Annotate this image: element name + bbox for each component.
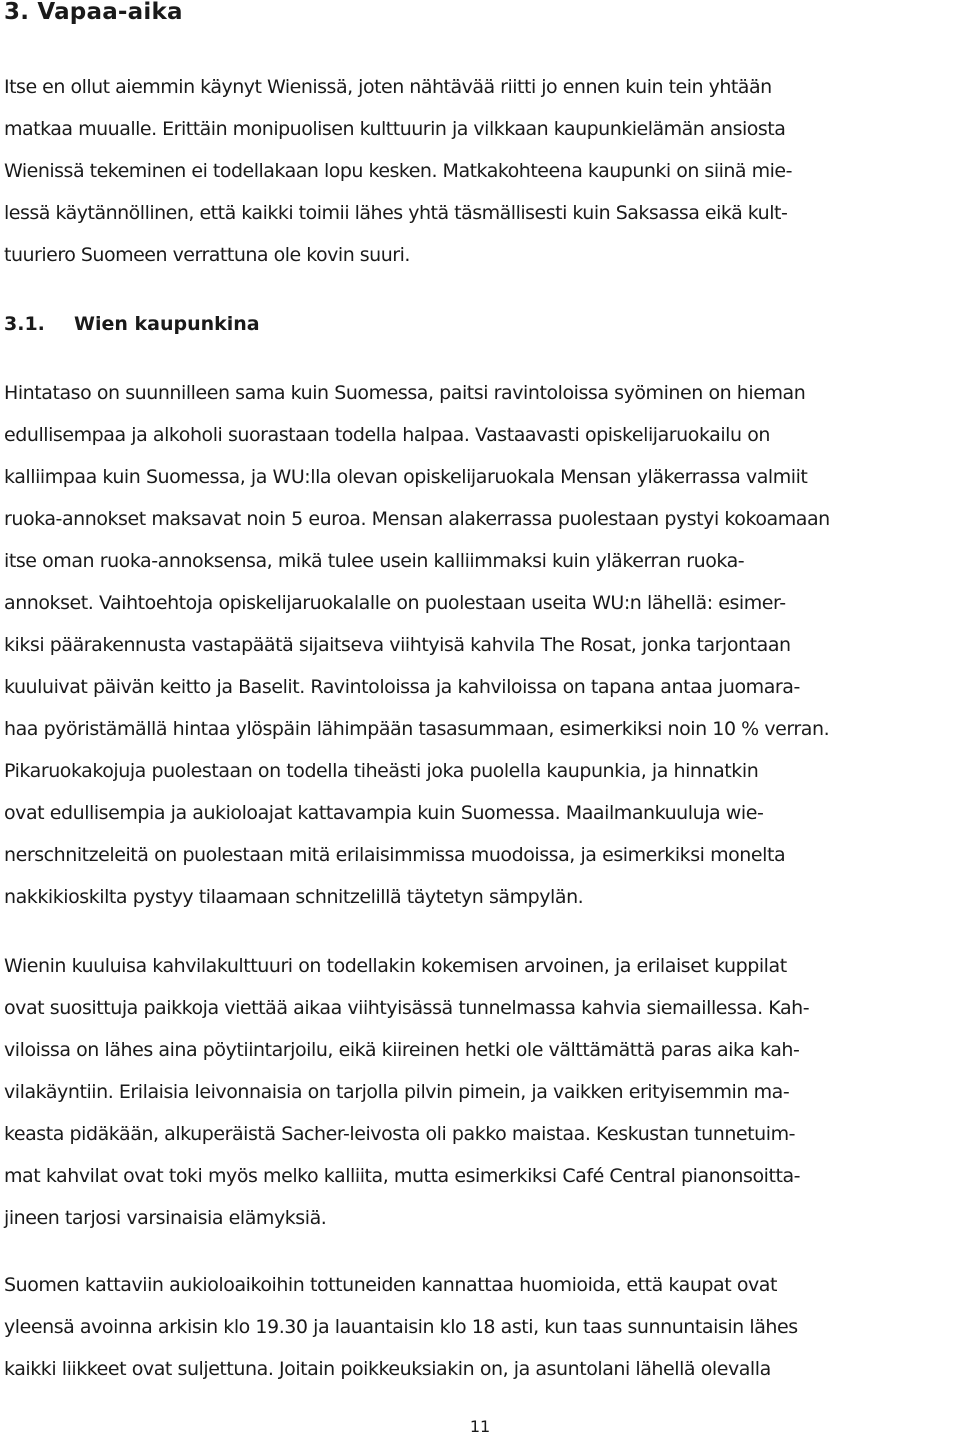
text-line: tuuriero Suomeen verrattuna ole kovin suuri. [4, 244, 410, 266]
text-line: ovat suosittuja paikkoja viettää aikaa viihtyisässä tunnelmassa kahvia siemaillessa. Kah- [4, 997, 810, 1019]
text-line: kuuluivat päivän keitto ja Baselit. Ravintoloissa ja kahviloissa on tapana antaa juomara- [4, 676, 800, 698]
text-line: Pikaruokakojuja puolestaan on todella tiheästi joka puolella kaupunkia, ja hinnatkin [4, 760, 759, 782]
paragraph-intro [4, 66, 792, 276]
text-line: kiksi päärakennusta vastapäätä sijaitseva viihtyisä kahvila The Rosat, jonka tarjontaan [4, 634, 791, 656]
text-line: Suomen kattaviin aukioloaikoihin tottuneiden kannattaa huomioida, että kaupat ovat [4, 1274, 777, 1296]
text-line: Wienin kuuluisa kahvilakulttuuri on todellakin kokemisen arvoinen, ja erilaiset kuppilat [4, 955, 787, 977]
text-line: yleensä avoinna arkisin klo 19.30 ja lauantaisin klo 18 asti, kun taas sunnuntaisin lähes [4, 1316, 798, 1338]
text-line: kaikki liikkeet ovat suljettuna. Joitain poikkeuksiakin on, ja asuntolani lähellä olevalla [4, 1358, 771, 1380]
paragraph-cafe-culture [4, 945, 809, 1239]
text-line: vilakäyntiin. Erilaisia leivonnaisia on tarjolla pilvin pimein, ja vaikken erityisemmin ma- [4, 1081, 790, 1103]
text-line: matkaa muualle. Erittäin monipuolisen kulttuurin ja vilkkaan kaupunkielämän ansiosta [4, 118, 786, 140]
subsection-title: Wien kaupunkina [74, 313, 260, 335]
paragraph-price-level [4, 372, 830, 918]
text-line: lessä käytännöllinen, että kaikki toimii lähes yhtä täsmällisesti kuin Saksassa eikä kult- [4, 202, 788, 224]
page-number: 11 [469, 1417, 491, 1436]
text-line: ovat edullisempia ja aukioloajat kattavampia kuin Suomessa. Maailmankuuluja wie- [4, 802, 764, 824]
section-heading: 3. Vapaa-aika [4, 0, 183, 25]
subsection-heading [4, 309, 260, 339]
text-line: viloissa on lähes aina pöytiintarjoilu, eikä kiireinen hetki ole välttämättä paras aika kah- [4, 1039, 800, 1061]
text-line: Hintataso on suunnilleen sama kuin Suomessa, paitsi ravintoloissa syöminen on hieman [4, 382, 806, 404]
text-line: jineen tarjosi varsinaisia elämyksiä. [4, 1207, 327, 1229]
text-line: haa pyöristämällä hintaa ylöspäin lähimpään tasasummaan, esimerkiksi noin 10 % verran. [4, 718, 830, 740]
text-line: nerschnitzeleitä on puolestaan mitä erilaisimmissa muodoissa, ja esimerkiksi monelta [4, 844, 786, 866]
subsection-number: 3.1. [4, 313, 45, 335]
text-line: kalliimpaa kuin Suomessa, ja WU:lla olevan opiskelijaruokala Mensan yläkerrassa valmiit [4, 466, 808, 488]
text-line: nakkikioskilta pystyy tilaamaan schnitzelillä täytetyn sämpylän. [4, 886, 584, 908]
text-line: mat kahvilat ovat toki myös melko kalliita, mutta esimerkiksi Café Central pianonsoitta- [4, 1165, 801, 1187]
text-line: annokset. Vaihtoehtoja opiskelijaruokalalle on puolestaan useita WU:n lähellä: esimer- [4, 592, 786, 614]
text-line: Itse en ollut aiemmin käynyt Wienissä, joten nähtävää riitti jo ennen kuin tein yhtään [4, 76, 772, 98]
text-line: itse oman ruoka-annoksensa, mikä tulee usein kalliimmaksi kuin yläkerran ruoka- [4, 550, 745, 572]
text-line: keasta pidäkään, alkuperäistä Sacher-leivosta oli pakko maistaa. Keskustan tunnetuim- [4, 1123, 796, 1145]
paragraph-opening-hours [4, 1264, 798, 1390]
text-line: edullisempaa ja alkoholi suorastaan todella halpaa. Vastaavasti opiskelijaruokailu on [4, 424, 770, 446]
text-line: Wienissä tekeminen ei todellakaan lopu kesken. Matkakohteena kaupunki on siinä mie- [4, 160, 792, 182]
text-line: ruoka-annokset maksavat noin 5 euroa. Mensan alakerrassa puolestaan pystyi kokoamaan [4, 508, 830, 530]
